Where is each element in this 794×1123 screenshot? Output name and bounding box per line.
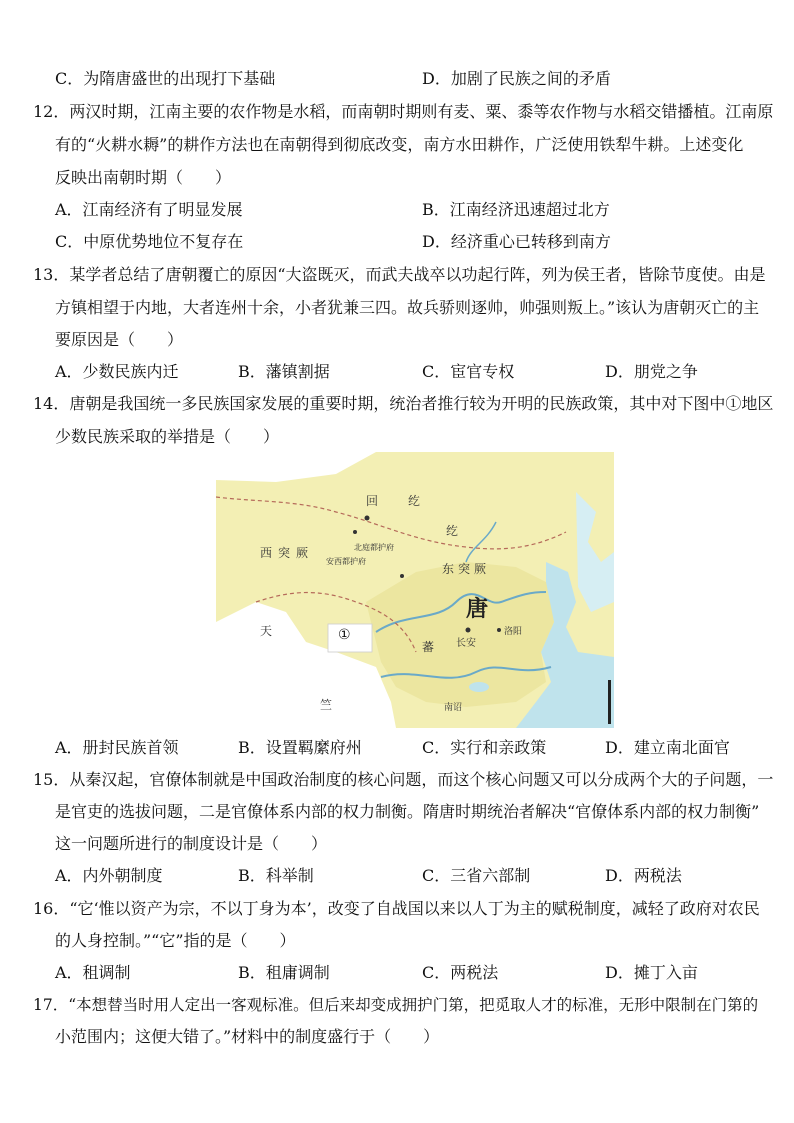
map-label-tian: 天 xyxy=(260,624,273,638)
map-label-luoyang: 洛阳 xyxy=(504,627,523,637)
map-label-nanzhao: 南诏 xyxy=(444,703,463,713)
q13-option-b: B．藩镇割据 xyxy=(238,362,330,381)
q13-option-a: A．少数民族内迁 xyxy=(55,362,179,381)
q14-option-b: B．设置羁縻府州 xyxy=(238,738,362,757)
q14-stem-line1: 14．唐朝是我国统一多民族国家发展的重要时期，统治者推行较为开明的民族政策，其中对下图中①地区 xyxy=(33,394,774,413)
map-label-xituju: 西突厥 xyxy=(260,546,315,560)
q17-stem-line2: 小范围内；这便大错了。”材料中的制度盛行于（ ） xyxy=(55,1027,440,1046)
map-label-changan: 长安 xyxy=(456,638,476,649)
q16-option-d: D．摊丁入亩 xyxy=(605,963,698,982)
q15-stem-line1: 15．从秦汉起，官僚体制就是中国政治制度的核心问题，而这个核心问题又可以分成两个大的子问题，一 xyxy=(33,770,774,789)
q12-stem-line2: 有的“火耕水耨”的耕作方法也在南朝得到彻底改变，南方水田耕作，广泛使用铁犁牛耕。上述变化 xyxy=(55,135,744,154)
q12-option-b: B．江南经济迅速超过北方 xyxy=(422,200,610,219)
q12-option-c: C．中原优势地位不复存在 xyxy=(55,232,244,251)
q16-option-c: C．两税法 xyxy=(422,963,499,982)
map-label-beiting: 北庭都护府 xyxy=(354,543,394,552)
map-label-hui: 回 xyxy=(366,494,379,508)
q16-option-b: B．租庸调制 xyxy=(238,963,330,982)
map-label-anxi: 安西都护府 xyxy=(326,557,366,566)
q17-stem-line1: 17．“本想替当时用人定出一客观标准。但后来却变成拥护门第，把觅取人才的标准，无形中限制在门第的 xyxy=(33,996,759,1014)
map-label-ge2: 纥 xyxy=(446,524,459,538)
q15-option-c: C．三省六部制 xyxy=(422,866,531,885)
q14-stem-line2: 少数民族采取的举措是（ ） xyxy=(55,427,280,446)
q15-stem-line2: 是官吏的选拔问题，二是官僚体系内部的权力制衡。隋唐时期统治者解决“官僚体系内部的权力制衡” xyxy=(55,802,760,821)
q13-option-d: D．朋党之争 xyxy=(605,362,698,381)
map-label-region-1: ① xyxy=(338,627,351,643)
q14-option-c: C．实行和亲政策 xyxy=(422,738,547,757)
q11-option-c: C．为隋唐盛世的出现打下基础 xyxy=(55,69,276,88)
q15-stem-line3: 这一问题所进行的制度设计是（ ） xyxy=(55,834,328,853)
q15-option-a: A．内外朝制度 xyxy=(55,866,163,885)
q15-option-b: B．科举制 xyxy=(238,866,314,885)
map-label-dongtujue: 东突厥 xyxy=(442,562,491,576)
q13-stem-line1: 13．某学者总结了唐朝覆亡的原因“大盗既灭，而武夫战卒以功起行阵，列为侯王者，皆除节度使。由是 xyxy=(33,265,766,284)
q15-option-d: D．两税法 xyxy=(605,866,682,885)
map-label-ge: 纥 xyxy=(408,494,421,508)
q13-option-c: C．宦官专权 xyxy=(422,362,515,381)
q16-stem-line1: 16．“它‘惟以资产为宗，不以丁身为本’，改变了自战国以来以人丁为主的赋税制度，减轻了政府对农民 xyxy=(33,899,760,918)
q12-option-d: D．经济重心已转移到南方 xyxy=(422,232,611,251)
q14-option-d: D．建立南北面官 xyxy=(605,738,730,757)
q13-stem-line2: 方镇相望于内地，大者连州十余，小者犹兼三四。故兵骄则逐帅，帅强则叛上。”该认为唐朝灭亡的主 xyxy=(55,298,760,317)
map-label-fan: 蕃 xyxy=(422,640,435,654)
q13-stem-line3: 要原因是（ ） xyxy=(55,330,184,349)
tang-dynasty-map xyxy=(216,452,614,728)
q16-option-a: A．租调制 xyxy=(55,963,131,982)
q16-stem-line2: 的人身控制。”“它”指的是（ ） xyxy=(55,931,296,950)
q11-option-d: D．加剧了民族之间的矛盾 xyxy=(422,69,611,88)
map-label-zhu: 竺 xyxy=(320,698,333,712)
q12-stem-line3: 反映出南朝时期（ ） xyxy=(55,168,232,187)
q14-option-a: A．册封民族首领 xyxy=(55,738,179,757)
map-label-tang: 唐 xyxy=(466,597,489,622)
q12-stem-line1: 12．两汉时期，江南主要的农作物是水稻，而南朝时期则有麦、粟、黍等农作物与水稻交错播植。江南原 xyxy=(33,102,774,121)
q12-option-a: A．江南经济有了明显发展 xyxy=(55,200,243,219)
